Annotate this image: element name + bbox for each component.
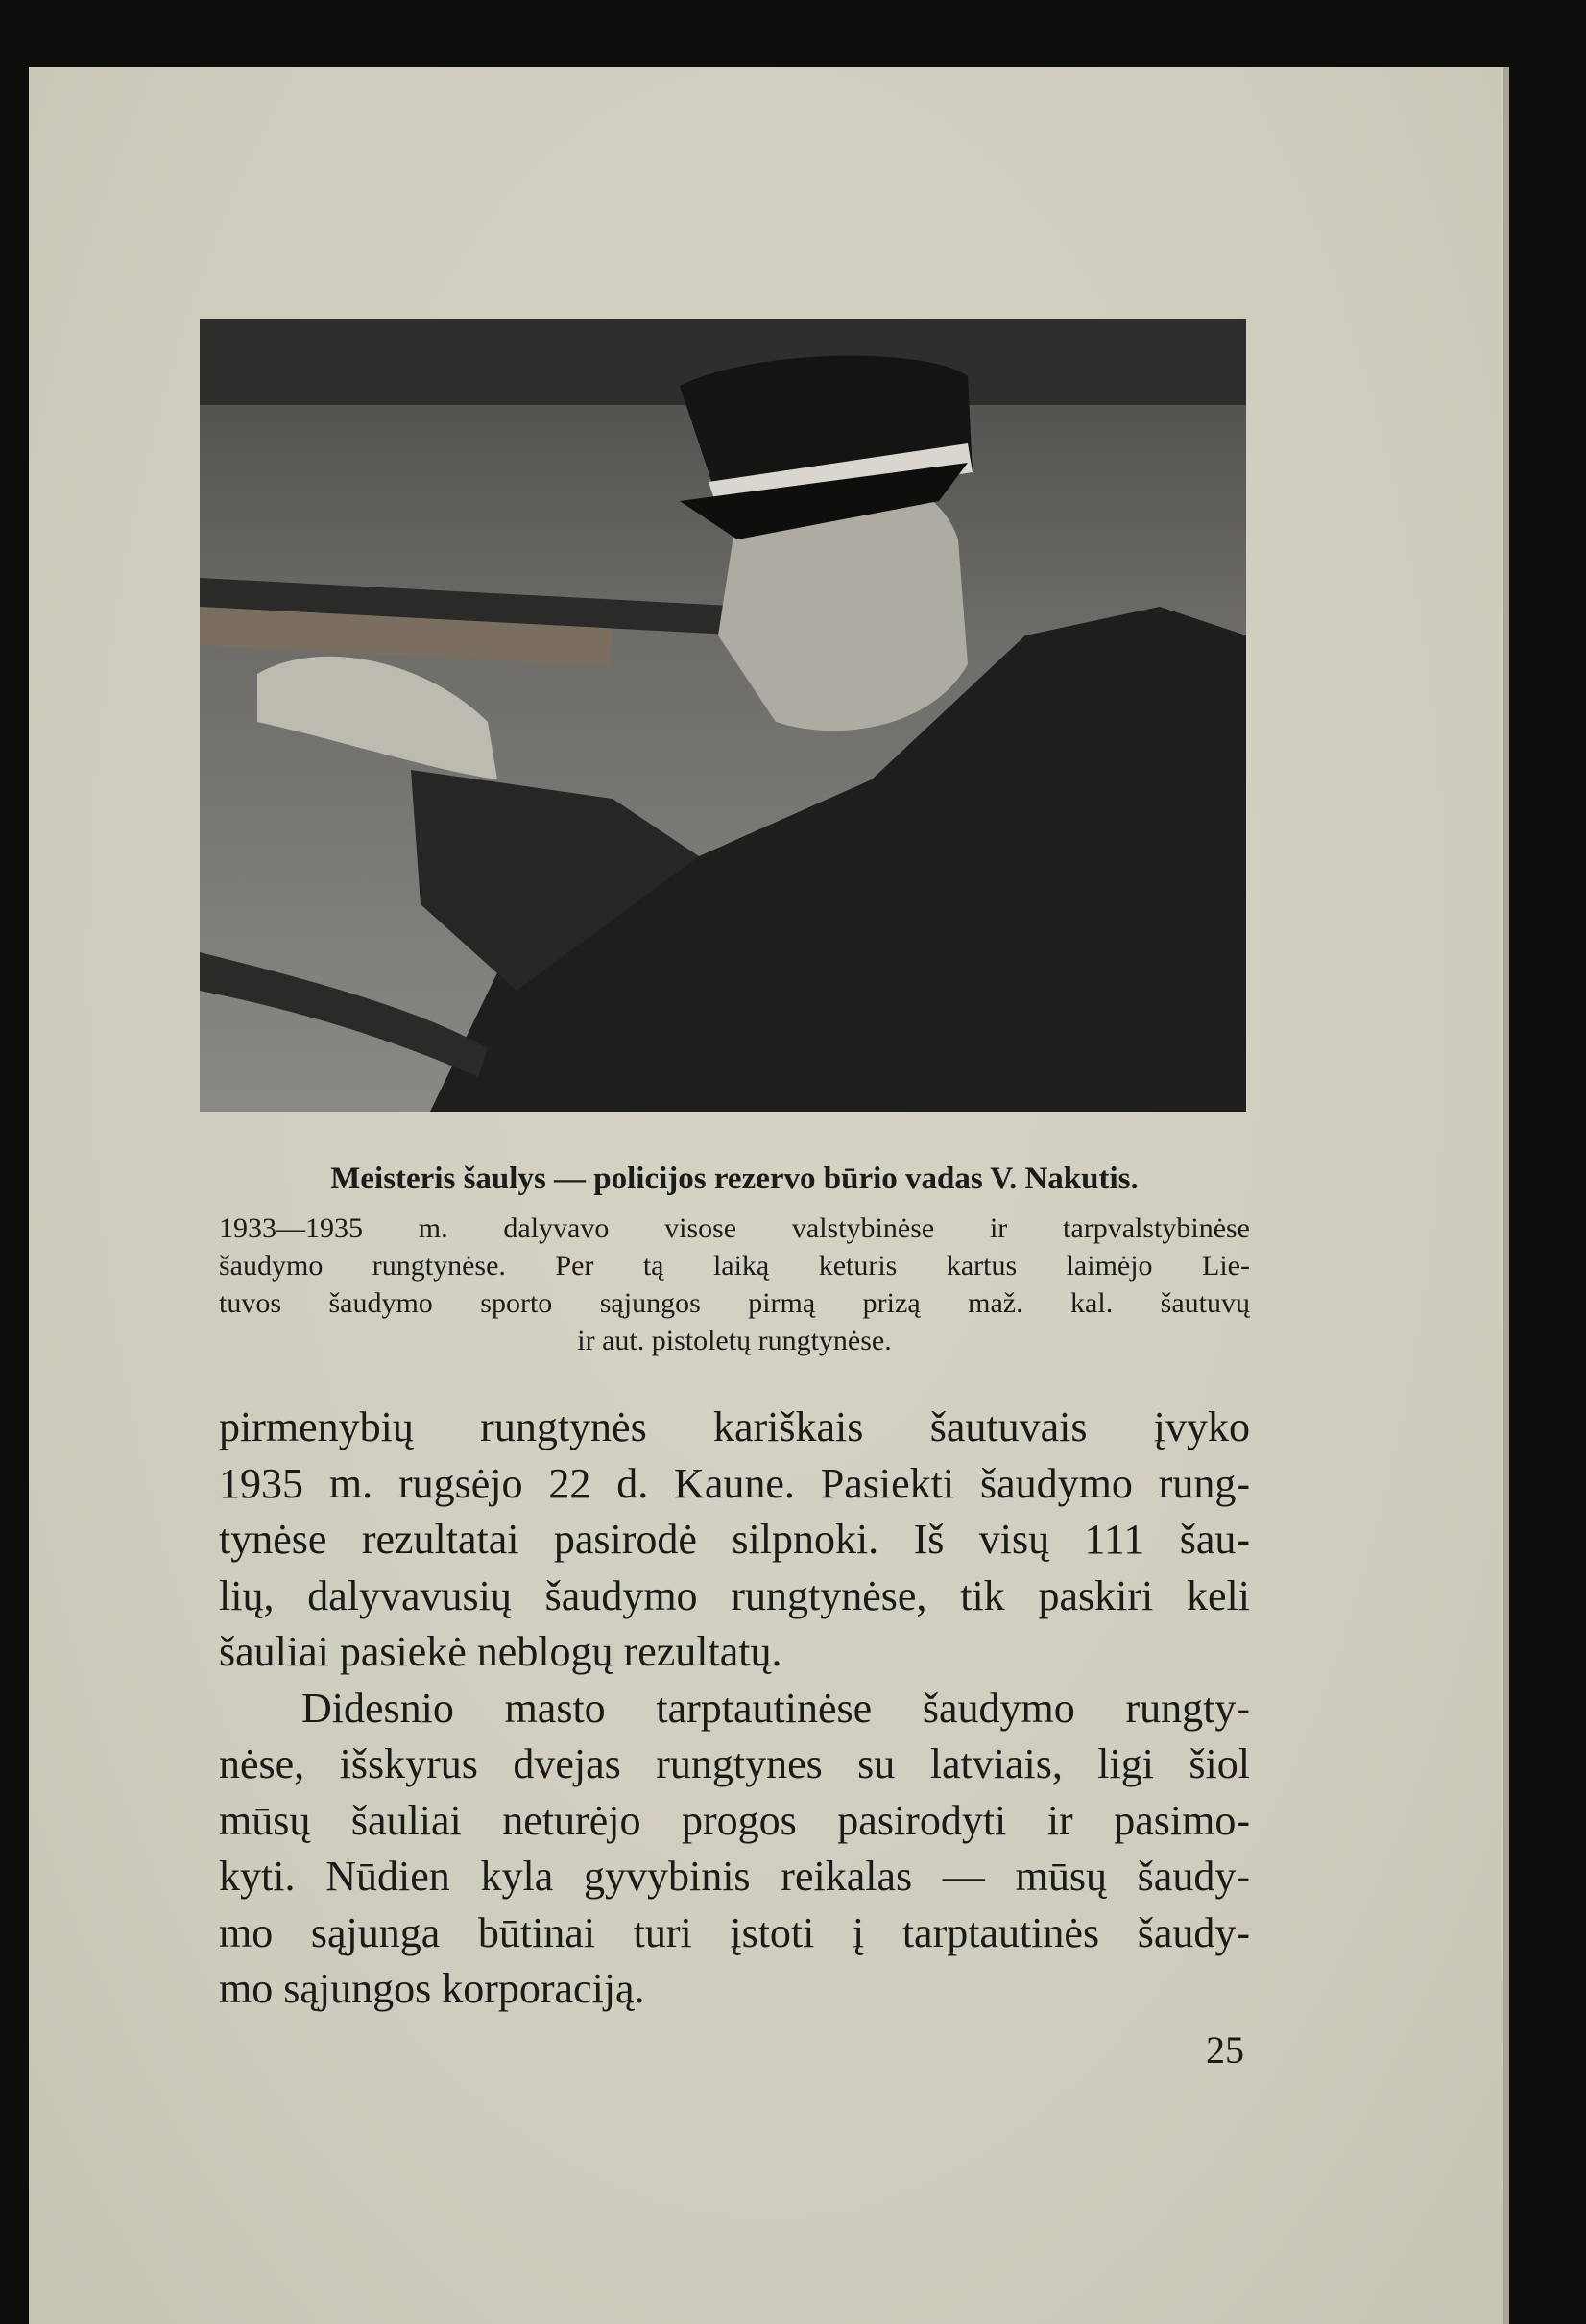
page-edge [1503,67,1509,2324]
caption-line: ir aut. pistoletų rungtynėse. [577,1325,892,1356]
body-line: lių, dalyvavusių šaudymo rungtynėse, tik paskiri keli [219,1571,1250,1619]
body-line: kyti. Nūdien kyla gyvybinis reikalas — mūsų šaudy- [219,1853,1250,1900]
body-line: nėse, išskyrus dvejas rungtynes su latviais, ligi šiol [219,1740,1250,1787]
body-line: tynėse rezultatai pasirodė silpnoki. Iš visų 111 šau- [219,1516,1250,1563]
body-line: 1935 m. rugsėjo 22 d. Kaune. Pasiekti šaudymo rung- [219,1459,1250,1507]
caption-line: tuvos šaudymo sporto sąjungos pirmą prizą maž. kal. šautuvų [219,1287,1250,1319]
photo-caption [219,1160,1250,1359]
body-line: mo sąjungos korporaciją. [219,1965,645,2012]
caption-line: 1933—1935 m. dalyvavo visose valstybinėse ir tarpvalstybinėse [219,1212,1250,1244]
body-line: šauliai pasiekė neblogų rezultatų. [219,1628,782,1675]
body-text [219,1400,1250,2018]
caption-line: šaudymo rungtynėse. Per tą laiką keturis kartus laimėjo Lie- [219,1250,1250,1282]
body-line: mo sąjunga būtinai turi įstoti į tarptautinės šaudy- [219,1908,1250,1956]
body-line: mūsų šauliai neturėjo progos pasirodyti ir pasimo- [219,1796,1250,1844]
photo-marksman-aiming-rifle [200,319,1246,1112]
caption-title: Meisteris šaulys — policijos rezervo būrio vadas V. Nakutis. [330,1162,1139,1196]
body-line: Didesnio masto tarptautinėse šaudymo rungty- [301,1684,1250,1732]
page-number: 25 [1206,2028,1244,2072]
body-line: pirmenybių rungtynės kariškais šautuvais įvyko [219,1403,1250,1450]
